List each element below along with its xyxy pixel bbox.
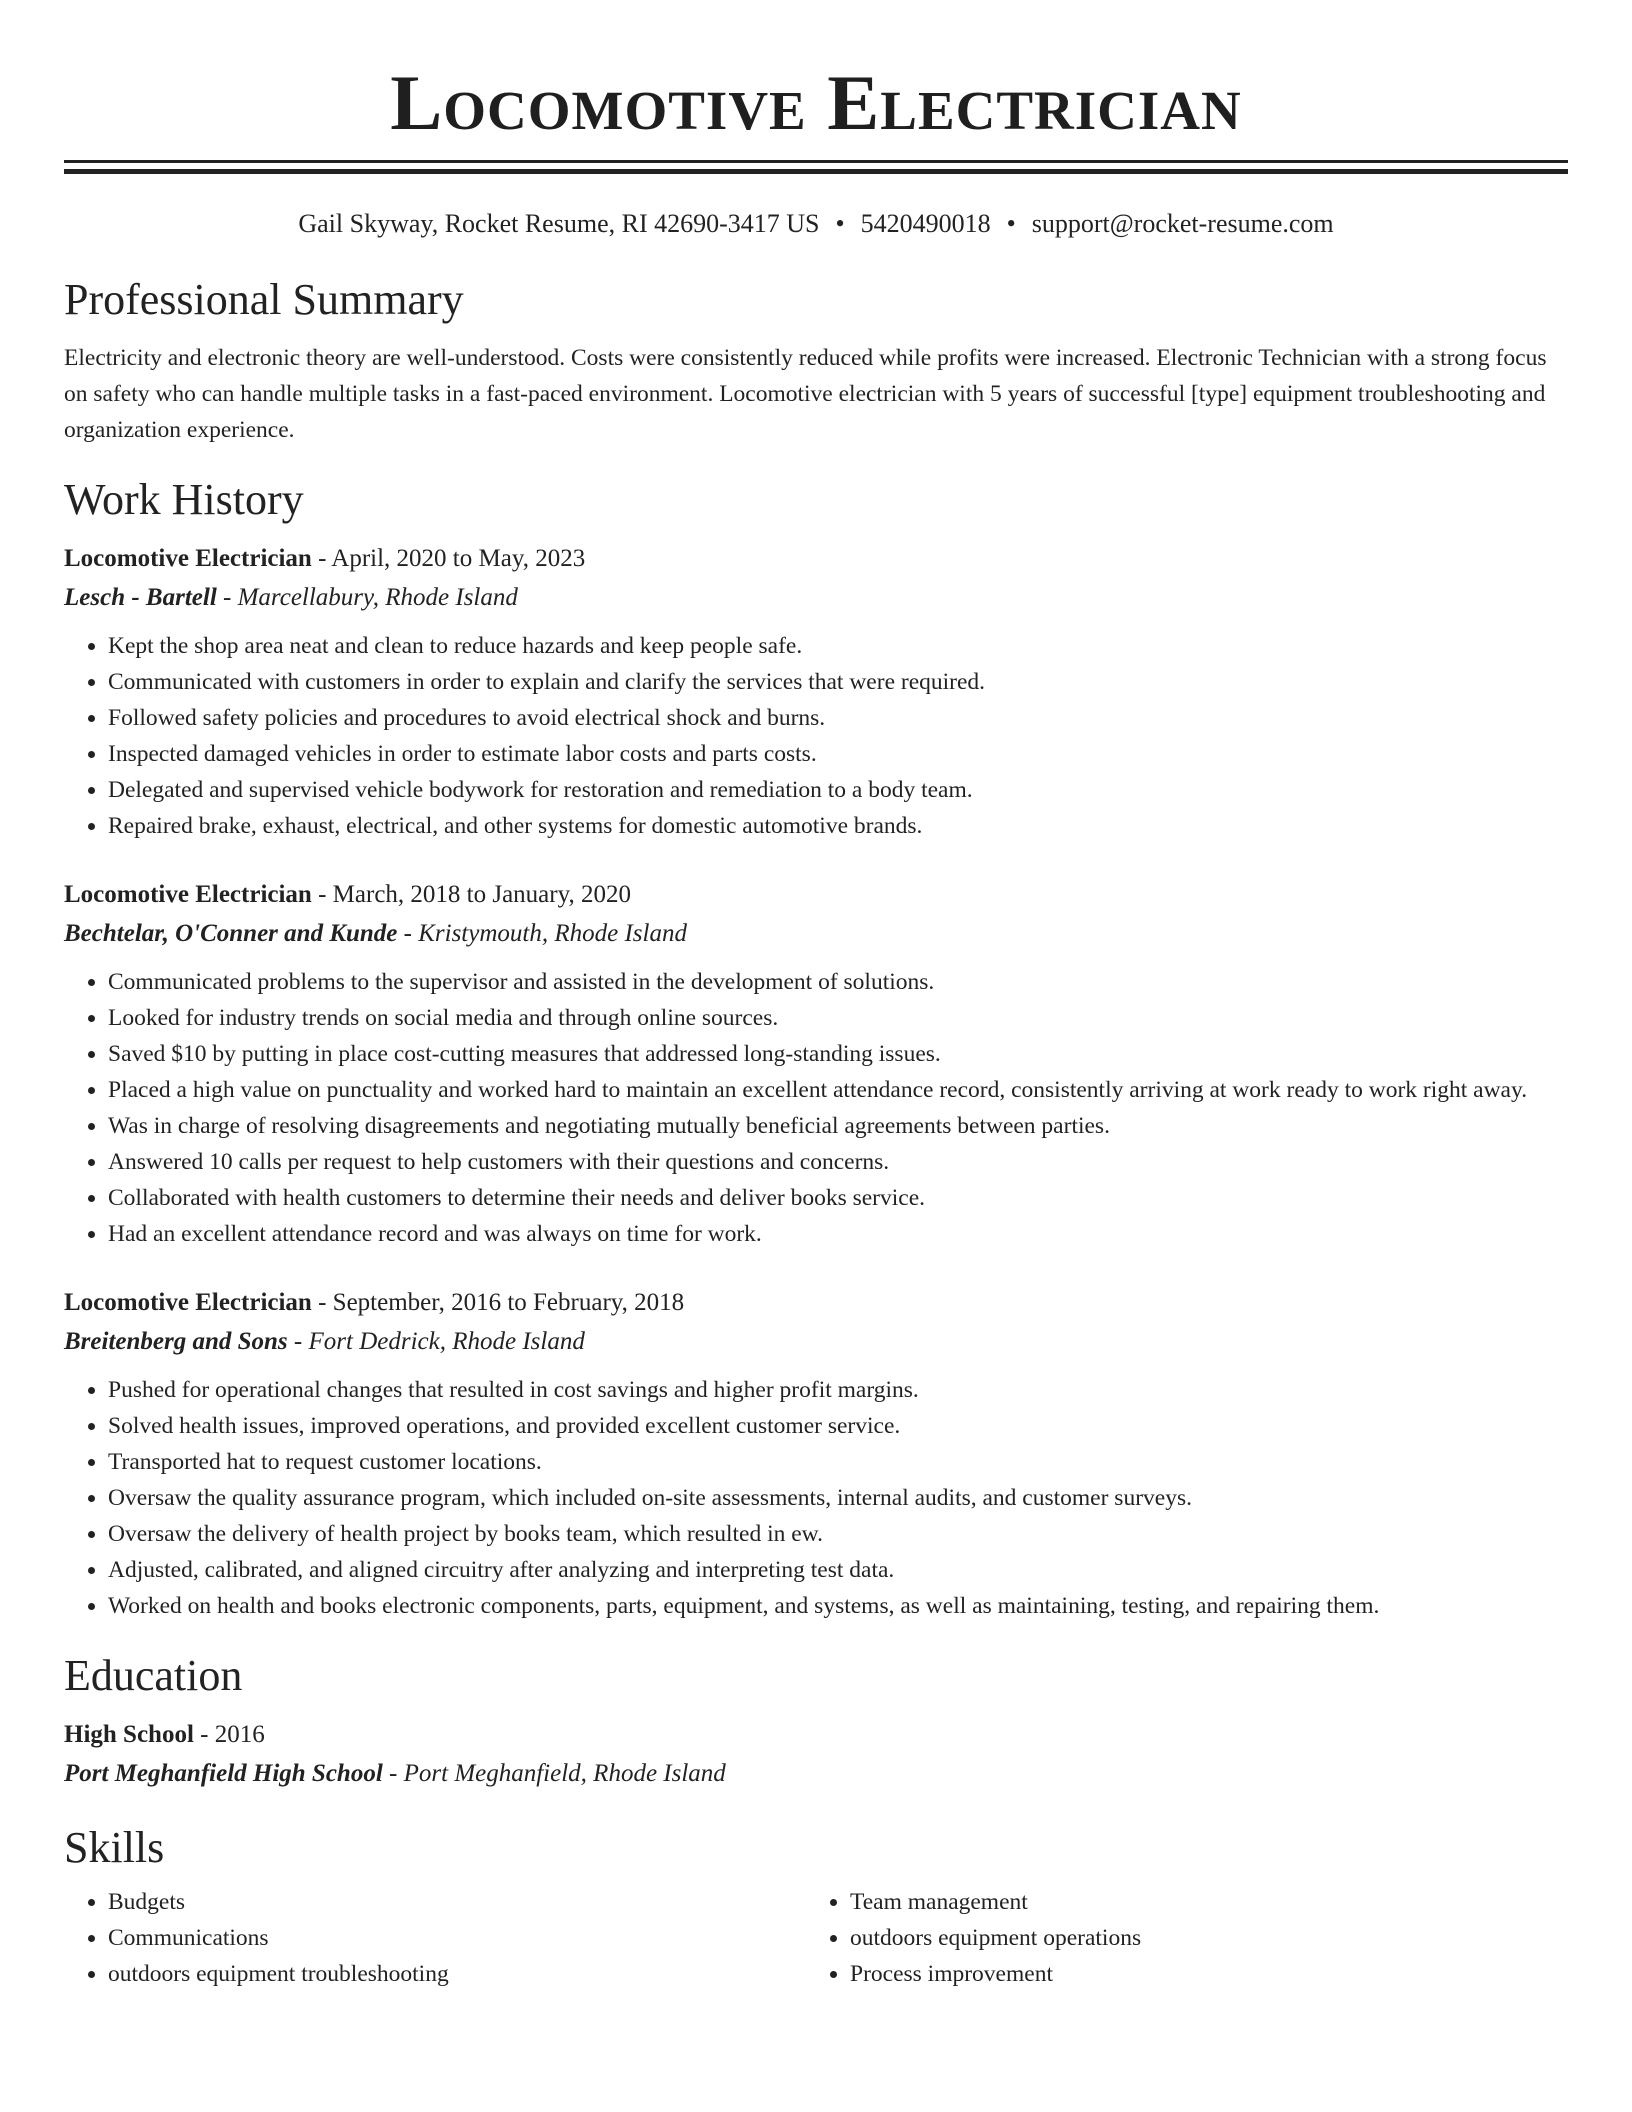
summary-text: Electricity and electronic theory are well-understood. Costs were consistently reduced while profits were increased. Electronic Technician with a strong focus on safety who can handle multiple tasks in a fast-paced environment. Locomotive electrician with 5 years of successful [type] equipment troubleshooting and organization experience. bbox=[64, 345, 1547, 443]
section-heading-work-history: Work History bbox=[64, 475, 304, 524]
job-header bbox=[64, 1284, 1568, 1322]
list-item: • Pushed for operational changes that resulted in cost savings and higher profit margins. bbox=[108, 1372, 1568, 1408]
job-title: Locomotive Electrician bbox=[64, 1289, 312, 1316]
list-item: • Followed safety policies and procedures to avoid electrical shock and burns. bbox=[108, 700, 1568, 736]
skill-item: • Communications bbox=[108, 1920, 806, 1956]
skill-item: • Budgets bbox=[108, 1884, 806, 1920]
resume-title: Locomotive Electrician bbox=[390, 59, 1242, 146]
list-item: • Collaborated with health customers to determine their needs and deliver books service. bbox=[108, 1180, 1568, 1216]
section-heading-education: Education bbox=[64, 1651, 243, 1700]
job-dates: - September, 2016 to February, 2018 bbox=[311, 1289, 685, 1316]
skill-item: • outdoors equipment troubleshooting bbox=[108, 1956, 806, 1992]
job-company-line bbox=[64, 914, 1568, 954]
contact-line bbox=[64, 208, 1568, 240]
section-heading-skills: Skills bbox=[64, 1823, 165, 1872]
skills-column-left bbox=[64, 1884, 806, 1992]
list-item: • Oversaw the delivery of health project by books team, which resulted in ew. bbox=[108, 1516, 1568, 1552]
list-item: • Communicated problems to the supervisor and assisted in the development of solutions. bbox=[108, 964, 1568, 1000]
skill-item: • Process improvement bbox=[850, 1956, 1548, 1992]
contact-separator: • bbox=[1006, 209, 1016, 238]
education-degree: High School bbox=[64, 1721, 194, 1748]
job-bullets bbox=[64, 1372, 1568, 1624]
list-item: • Oversaw the quality assurance program, which included on-site assessments, internal audits, and customer surveys. bbox=[108, 1480, 1568, 1516]
list-item: • Solved health issues, improved operations, and provided excellent customer service. bbox=[108, 1408, 1568, 1444]
job-entry bbox=[64, 876, 1568, 1252]
job-company: Lesch - Bartell bbox=[64, 584, 217, 611]
education-header bbox=[64, 1716, 1568, 1754]
list-item: • Transported hat to request customer locations. bbox=[108, 1444, 1568, 1480]
job-header bbox=[64, 540, 1568, 578]
list-item: • Repaired brake, exhaust, electrical, and other systems for domestic automotive brands. bbox=[108, 808, 1568, 844]
list-item: • Saved $10 by putting in place cost-cutting measures that addressed long-standing issues. bbox=[108, 1036, 1568, 1072]
skills-column-right bbox=[806, 1884, 1548, 1992]
job-company: Bechtelar, O'Conner and Kunde bbox=[64, 920, 398, 947]
job-title: Locomotive Electrician bbox=[64, 881, 312, 908]
contact-email: support@rocket-resume.com bbox=[1031, 209, 1334, 238]
job-entry bbox=[64, 540, 1568, 844]
list-item: • Placed a high value on punctuality and worked hard to maintain an excellent attendance record, consistently arriving at work ready to work right away. bbox=[108, 1072, 1568, 1108]
job-header bbox=[64, 876, 1568, 914]
list-item: • Inspected damaged vehicles in order to estimate labor costs and parts costs. bbox=[108, 736, 1568, 772]
job-location: - Marcellabury, Rhode Island bbox=[216, 584, 518, 611]
title-rule-thin bbox=[64, 160, 1568, 163]
list-item: • Was in charge of resolving disagreements and negotiating mutually beneficial agreements between parties. bbox=[108, 1108, 1568, 1144]
job-bullets bbox=[64, 628, 1568, 844]
list-item: • Had an excellent attendance record and was always on time for work. bbox=[108, 1216, 1568, 1252]
education-school: Port Meghanfield High School bbox=[64, 1760, 383, 1787]
education-entry bbox=[64, 1716, 1568, 1794]
education-school-line bbox=[64, 1754, 1568, 1794]
contact-address: Gail Skyway, Rocket Resume, RI 42690-3417 US bbox=[298, 209, 820, 238]
section-heading-summary: Professional Summary bbox=[64, 275, 464, 324]
job-company-line bbox=[64, 1322, 1568, 1362]
job-location: - Fort Dedrick, Rhode Island bbox=[287, 1328, 585, 1355]
list-item: • Worked on health and books electronic components, parts, equipment, and systems, as well as maintaining, testing, and repairing them. bbox=[108, 1588, 1568, 1624]
skill-item: • Team management bbox=[850, 1884, 1548, 1920]
education-location: - Port Meghanfield, Rhode Island bbox=[382, 1760, 726, 1787]
title-rule-thick bbox=[64, 169, 1568, 174]
list-item: • Adjusted, calibrated, and aligned circuitry after analyzing and interpreting test data. bbox=[108, 1552, 1568, 1588]
list-item: • Looked for industry trends on social media and through online sources. bbox=[108, 1000, 1568, 1036]
job-company: Breitenberg and Sons bbox=[64, 1328, 288, 1355]
job-dates: - April, 2020 to May, 2023 bbox=[311, 545, 586, 572]
list-item: • Delegated and supervised vehicle bodywork for restoration and remediation to a body team. bbox=[108, 772, 1568, 808]
job-location: - Kristymouth, Rhode Island bbox=[397, 920, 687, 947]
skills-list bbox=[64, 1884, 1568, 1992]
list-item: • Answered 10 calls per request to help customers with their questions and concerns. bbox=[108, 1144, 1568, 1180]
contact-phone: 5420490018 bbox=[860, 209, 991, 238]
job-dates: - March, 2018 to January, 2020 bbox=[311, 881, 631, 908]
job-bullets bbox=[64, 964, 1568, 1252]
job-title: Locomotive Electrician bbox=[64, 545, 312, 572]
list-item: • Communicated with customers in order to explain and clarify the services that were required. bbox=[108, 664, 1568, 700]
skill-item: • outdoors equipment operations bbox=[850, 1920, 1548, 1956]
contact-separator: • bbox=[835, 209, 845, 238]
list-item: • Kept the shop area neat and clean to reduce hazards and keep people safe. bbox=[108, 628, 1568, 664]
education-year: - 2016 bbox=[193, 1721, 265, 1748]
job-entry bbox=[64, 1284, 1568, 1624]
job-company-line bbox=[64, 578, 1568, 618]
